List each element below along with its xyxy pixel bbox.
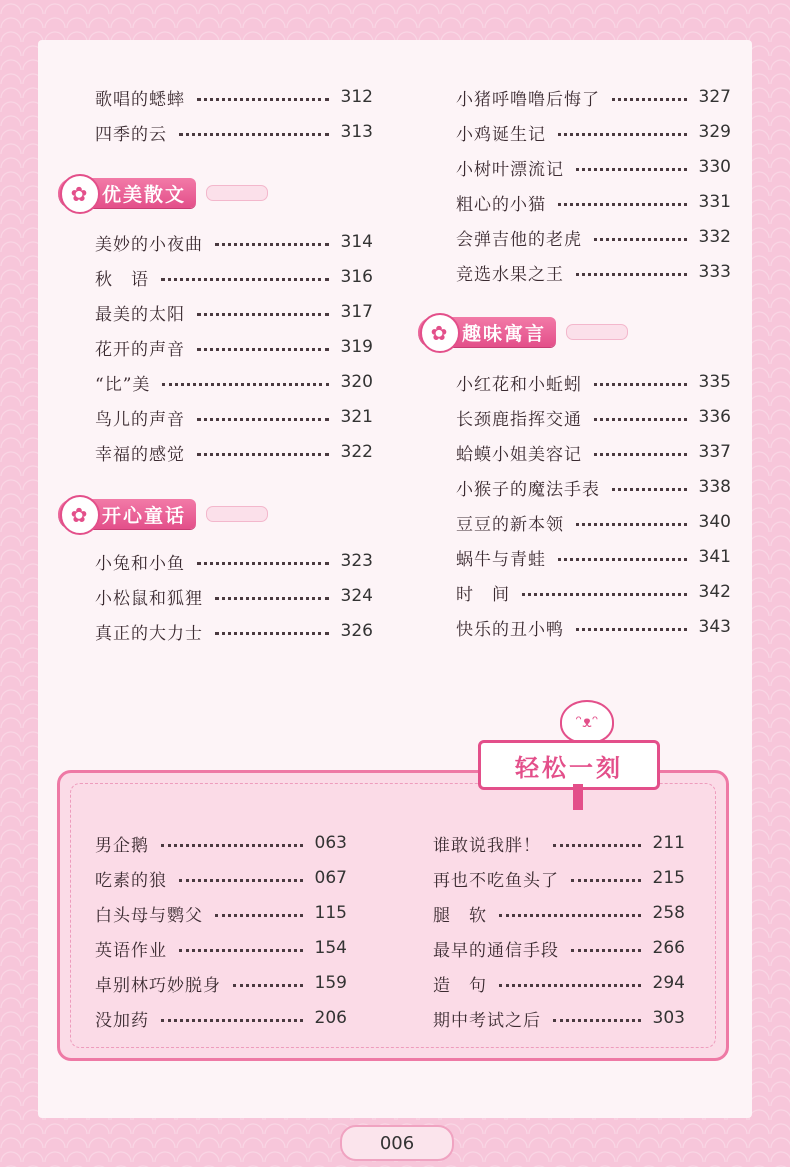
toc-entry[interactable] (95, 863, 347, 893)
entry-page: 313 (340, 122, 373, 142)
toc-entry[interactable] (456, 117, 731, 147)
toc-entry[interactable] (95, 581, 373, 611)
entry-title: “比”美 (95, 374, 151, 395)
entry-title: 小猪呼噜噜后悔了 (456, 89, 600, 110)
entry-page: 314 (340, 232, 373, 252)
entry-title: 蛤蟆小姐美容记 (456, 444, 582, 465)
toc-entry[interactable] (456, 472, 731, 502)
leader-dots (594, 418, 687, 421)
entry-page: 067 (314, 868, 347, 888)
entry-title: 竞选水果之王 (456, 264, 564, 285)
entry-page: 326 (340, 621, 373, 641)
leader-dots (179, 133, 329, 136)
leader-dots (553, 1019, 641, 1022)
toc-entry[interactable] (95, 82, 373, 112)
entry-page: 115 (314, 903, 347, 923)
entry-title: 幸福的感觉 (95, 444, 185, 465)
toc-entry[interactable] (95, 227, 373, 257)
toc-entry[interactable] (433, 933, 685, 963)
entry-page: 322 (340, 442, 373, 462)
toc-entry[interactable] (456, 187, 731, 217)
leader-dots (179, 879, 303, 882)
entry-title: 最早的通信手段 (433, 940, 559, 961)
leader-dots (197, 562, 329, 565)
entry-page: 063 (314, 833, 347, 853)
entry-page: 336 (698, 407, 731, 427)
entry-title: 时 间 (456, 584, 510, 605)
toc-entry[interactable] (95, 262, 373, 292)
entry-page: 331 (698, 192, 731, 212)
entry-title: 腿 软 (433, 905, 487, 926)
leader-dots (558, 203, 687, 206)
entry-title: 鸟儿的声音 (95, 409, 185, 430)
entry-page: 320 (340, 372, 373, 392)
leader-dots (161, 844, 303, 847)
toc-entry[interactable] (456, 222, 731, 252)
entry-page: 342 (698, 582, 731, 602)
entry-page: 321 (340, 407, 373, 427)
entry-title: 四季的云 (95, 124, 167, 145)
entry-page: 266 (652, 938, 685, 958)
toc-entry[interactable] (95, 437, 373, 467)
toc-entry[interactable] (456, 437, 731, 467)
leader-dots (558, 133, 687, 136)
leader-dots (576, 168, 687, 171)
page-number: 006 (340, 1125, 454, 1161)
entry-page: 332 (698, 227, 731, 247)
leader-dots (161, 278, 329, 281)
leader-dots (576, 273, 687, 276)
entry-title: 秋 语 (95, 269, 149, 290)
entry-title: 吃素的狼 (95, 870, 167, 891)
entry-page: 316 (340, 267, 373, 287)
leader-dots (197, 453, 329, 456)
entry-title: 白头母与鹦父 (95, 905, 203, 926)
flower-icon: ✿ (60, 174, 100, 214)
leader-dots (197, 348, 329, 351)
leader-dots (594, 453, 687, 456)
section-title: 优美散文 (102, 183, 187, 206)
entry-page: 319 (340, 337, 373, 357)
leader-dots (179, 949, 303, 952)
section-title: 趣味寓言 (462, 322, 547, 345)
entry-page: 159 (314, 973, 347, 993)
entry-page: 258 (652, 903, 685, 923)
toc-entry[interactable] (456, 577, 731, 607)
toc-entry[interactable] (95, 968, 347, 998)
entry-page: 340 (698, 512, 731, 532)
leader-dots (161, 1019, 303, 1022)
section-heading-fable (418, 315, 628, 349)
toc-entry[interactable] (433, 898, 685, 928)
toc-entry[interactable] (456, 507, 731, 537)
entry-page: 211 (652, 833, 685, 853)
toc-entry[interactable] (433, 828, 685, 858)
entry-page: 154 (314, 938, 347, 958)
entry-page: 330 (698, 157, 731, 177)
entry-page: 206 (314, 1008, 347, 1028)
leader-dots (594, 383, 687, 386)
leader-dots (571, 879, 641, 882)
leader-dots (215, 243, 329, 246)
entry-title: 歌唱的蟋蟀 (95, 89, 185, 110)
leader-dots (499, 914, 641, 917)
entry-title: 会弹吉他的老虎 (456, 229, 582, 250)
section-heading-fairy (58, 497, 268, 531)
toc-entry[interactable] (456, 257, 731, 287)
entry-page: 329 (698, 122, 731, 142)
toc-entry[interactable] (456, 402, 731, 432)
toc-entry[interactable] (95, 898, 347, 928)
toc-entry[interactable] (95, 117, 373, 147)
flower-icon: ✿ (60, 495, 100, 535)
toc-entry[interactable] (95, 367, 373, 397)
leader-dots (197, 98, 329, 101)
toc-entry[interactable] (456, 367, 731, 397)
relax-sign (478, 700, 714, 810)
entry-title: 谁敢说我胖！ (433, 835, 541, 856)
entry-title: 男企鹅 (95, 835, 149, 856)
leader-dots (558, 558, 687, 561)
entry-page: 335 (698, 372, 731, 392)
entry-page: 333 (698, 262, 731, 282)
toc-entry[interactable] (95, 828, 347, 858)
toc-entry[interactable] (95, 1003, 347, 1033)
entry-title: 美妙的小夜曲 (95, 234, 203, 255)
entry-title: 小鸡诞生记 (456, 124, 546, 145)
entry-title: 粗心的小猫 (456, 194, 546, 215)
entry-title: 小兔和小鱼 (95, 553, 185, 574)
entry-page: 338 (698, 477, 731, 497)
leader-dots (197, 418, 329, 421)
cat-icon: ᵔᴥᵔ (560, 700, 614, 744)
leader-dots (576, 628, 687, 631)
entry-page: 324 (340, 586, 373, 606)
cloud-icon (566, 324, 628, 340)
leader-dots (162, 383, 328, 386)
leader-dots (612, 98, 687, 101)
entry-title: 长颈鹿指挥交通 (456, 409, 582, 430)
section-heading-prose (58, 176, 268, 210)
toc-entry[interactable] (95, 297, 373, 327)
entry-title: 英语作业 (95, 940, 167, 961)
entry-title: 花开的声音 (95, 339, 185, 360)
leader-dots (571, 949, 641, 952)
toc-entry[interactable] (95, 332, 373, 362)
leader-dots (594, 238, 687, 241)
entry-page: 341 (698, 547, 731, 567)
entry-title: 蜗牛与青蛙 (456, 549, 546, 570)
entry-page: 337 (698, 442, 731, 462)
toc-entry[interactable] (433, 968, 685, 998)
toc-entry[interactable] (456, 82, 731, 112)
entry-title: 小树叶漂流记 (456, 159, 564, 180)
entry-title: 造 句 (433, 975, 487, 996)
leader-dots (612, 488, 687, 491)
entry-title: 小松鼠和狐狸 (95, 588, 203, 609)
entry-title: 豆豆的新本领 (456, 514, 564, 535)
leader-dots (553, 844, 641, 847)
toc-entry[interactable] (456, 542, 731, 572)
leader-dots (197, 313, 329, 316)
entry-title: 期中考试之后 (433, 1010, 541, 1031)
entry-page: 303 (652, 1008, 685, 1028)
toc-entry[interactable] (95, 616, 373, 646)
leader-dots (233, 984, 303, 987)
flower-icon: ✿ (420, 313, 460, 353)
leader-dots (499, 984, 641, 987)
toc-entry[interactable] (95, 933, 347, 963)
section-title: 开心童话 (102, 504, 187, 527)
toc-entry[interactable] (456, 152, 731, 182)
entry-page: 215 (652, 868, 685, 888)
leader-dots (215, 914, 303, 917)
entry-page: 317 (340, 302, 373, 322)
entry-title: 没加药 (95, 1010, 149, 1031)
sign-post (573, 784, 583, 810)
entry-page: 294 (652, 973, 685, 993)
toc-entry[interactable] (95, 546, 373, 576)
toc-entry[interactable] (95, 402, 373, 432)
entry-title: 小红花和小蚯蚓 (456, 374, 582, 395)
cloud-icon (206, 506, 268, 522)
entry-title: 再也不吃鱼头了 (433, 870, 559, 891)
entry-page: 323 (340, 551, 373, 571)
entry-page: 327 (698, 87, 731, 107)
entry-title: 快乐的丑小鸭 (456, 619, 564, 640)
entry-page: 312 (340, 87, 373, 107)
entry-title: 最美的太阳 (95, 304, 185, 325)
entry-title: 卓别林巧妙脱身 (95, 975, 221, 996)
entry-title: 真正的大力士 (95, 623, 203, 644)
toc-entry[interactable] (433, 1003, 685, 1033)
relax-heading: 轻松一刻 (515, 753, 623, 782)
leader-dots (215, 597, 329, 600)
leader-dots (576, 523, 687, 526)
cloud-icon (206, 185, 268, 201)
entry-title: 小猴子的魔法手表 (456, 479, 600, 500)
toc-entry[interactable] (456, 612, 731, 642)
leader-dots (215, 632, 329, 635)
leader-dots (522, 593, 687, 596)
entry-page: 343 (698, 617, 731, 637)
toc-entry[interactable] (433, 863, 685, 893)
